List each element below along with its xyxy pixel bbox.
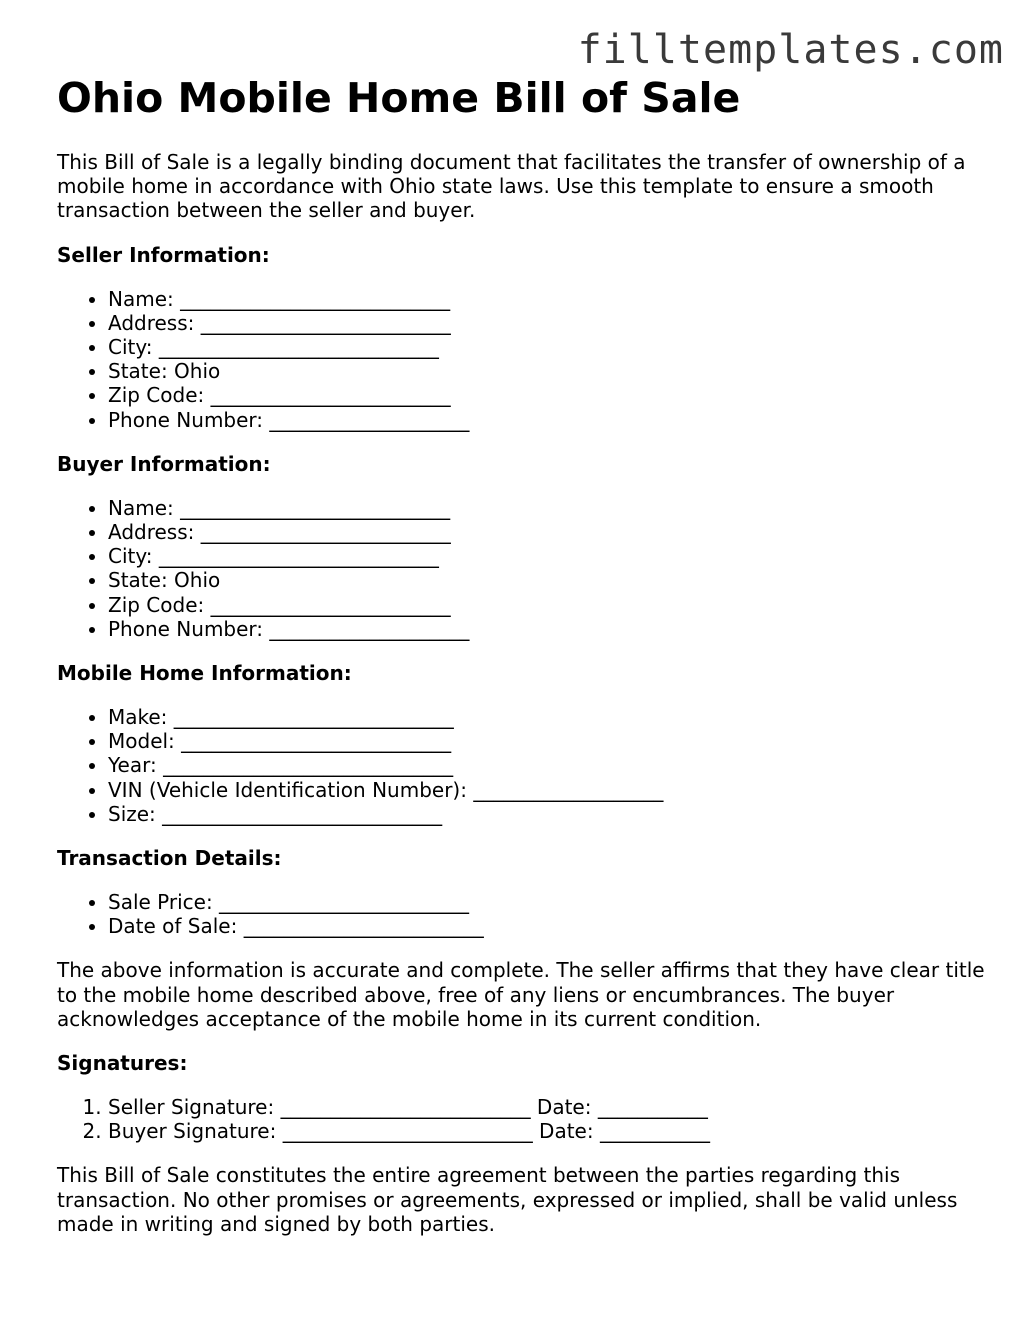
page-title: Ohio Mobile Home Bill of Sale [57,74,741,122]
seller-phone-field: • Phone Number: ____________________ [108,408,987,432]
buyer-phone-field: • Phone Number: ____________________ [108,617,987,641]
vin-field: • VIN (Vehicle Identification Number): ___________________ [108,778,987,802]
buyer-heading: Buyer Information: [57,451,271,476]
seller-signature-line: 1. Seller Signature: _________________________ Date: ___________ [108,1095,987,1119]
seller-city-field: • City: ____________________________ [108,335,987,359]
sale-price-field: • Sale Price: _________________________ [108,890,987,914]
seller-zip-field: • Zip Code: ________________________ [108,383,987,407]
seller-state-field: • State: Ohio [108,359,987,383]
size-field: • Size: ____________________________ [108,802,987,826]
buyer-address-field: • Address: _________________________ [108,520,987,544]
buyer-state-field: • State: Ohio [108,568,987,592]
buyer-signature-line: 2. Buyer Signature: _________________________ Date: ___________ [108,1119,987,1143]
affirmation-paragraph: The above information is accurate and complete. The seller affirms that they have clear title to the mobile home described above, free of any liens or encumbrances. The buyer acknowledges acceptance of the mobile home in its current condition. [57,958,985,1031]
signatures-heading: Signatures: [57,1051,188,1076]
seller-heading: Seller Information: [57,242,270,267]
buyer-zip-field: • Zip Code: ________________________ [108,593,987,617]
watermark: filltemplates.com [577,27,1004,73]
closing-paragraph: This Bill of Sale constitutes the entire agreement between the parties regarding this transaction. No other promises or agreements, expressed or implied, shall be valid unless made in writing and signed by both parties. [57,1163,958,1236]
buyer-name-field: • Name: ___________________________ [108,496,987,520]
date-of-sale-field: • Date of Sale: ________________________ [108,914,987,938]
document-page [57,74,987,1236]
intro-paragraph: This Bill of Sale is a legally binding document that facilitates the transfer of ownership of a mobile home in accordance with Ohio state laws. Use this template to ensure a smooth transaction between the seller and buyer. [57,150,966,223]
model-field: • Model: ___________________________ [108,729,987,753]
buyer-city-field: • City: ____________________________ [108,544,987,568]
transaction-heading: Transaction Details: [57,846,282,871]
year-field: • Year: _____________________________ [108,753,987,777]
signatures-list [57,1095,987,1143]
mobile-home-list [57,705,987,826]
seller-list [57,287,987,432]
seller-name-field: • Name: ___________________________ [108,287,987,311]
buyer-list [57,496,987,641]
mobile-home-heading: Mobile Home Information: [57,661,352,686]
transaction-list [57,890,987,938]
make-field: • Make: ____________________________ [108,705,987,729]
seller-address-field: • Address: _________________________ [108,311,987,335]
